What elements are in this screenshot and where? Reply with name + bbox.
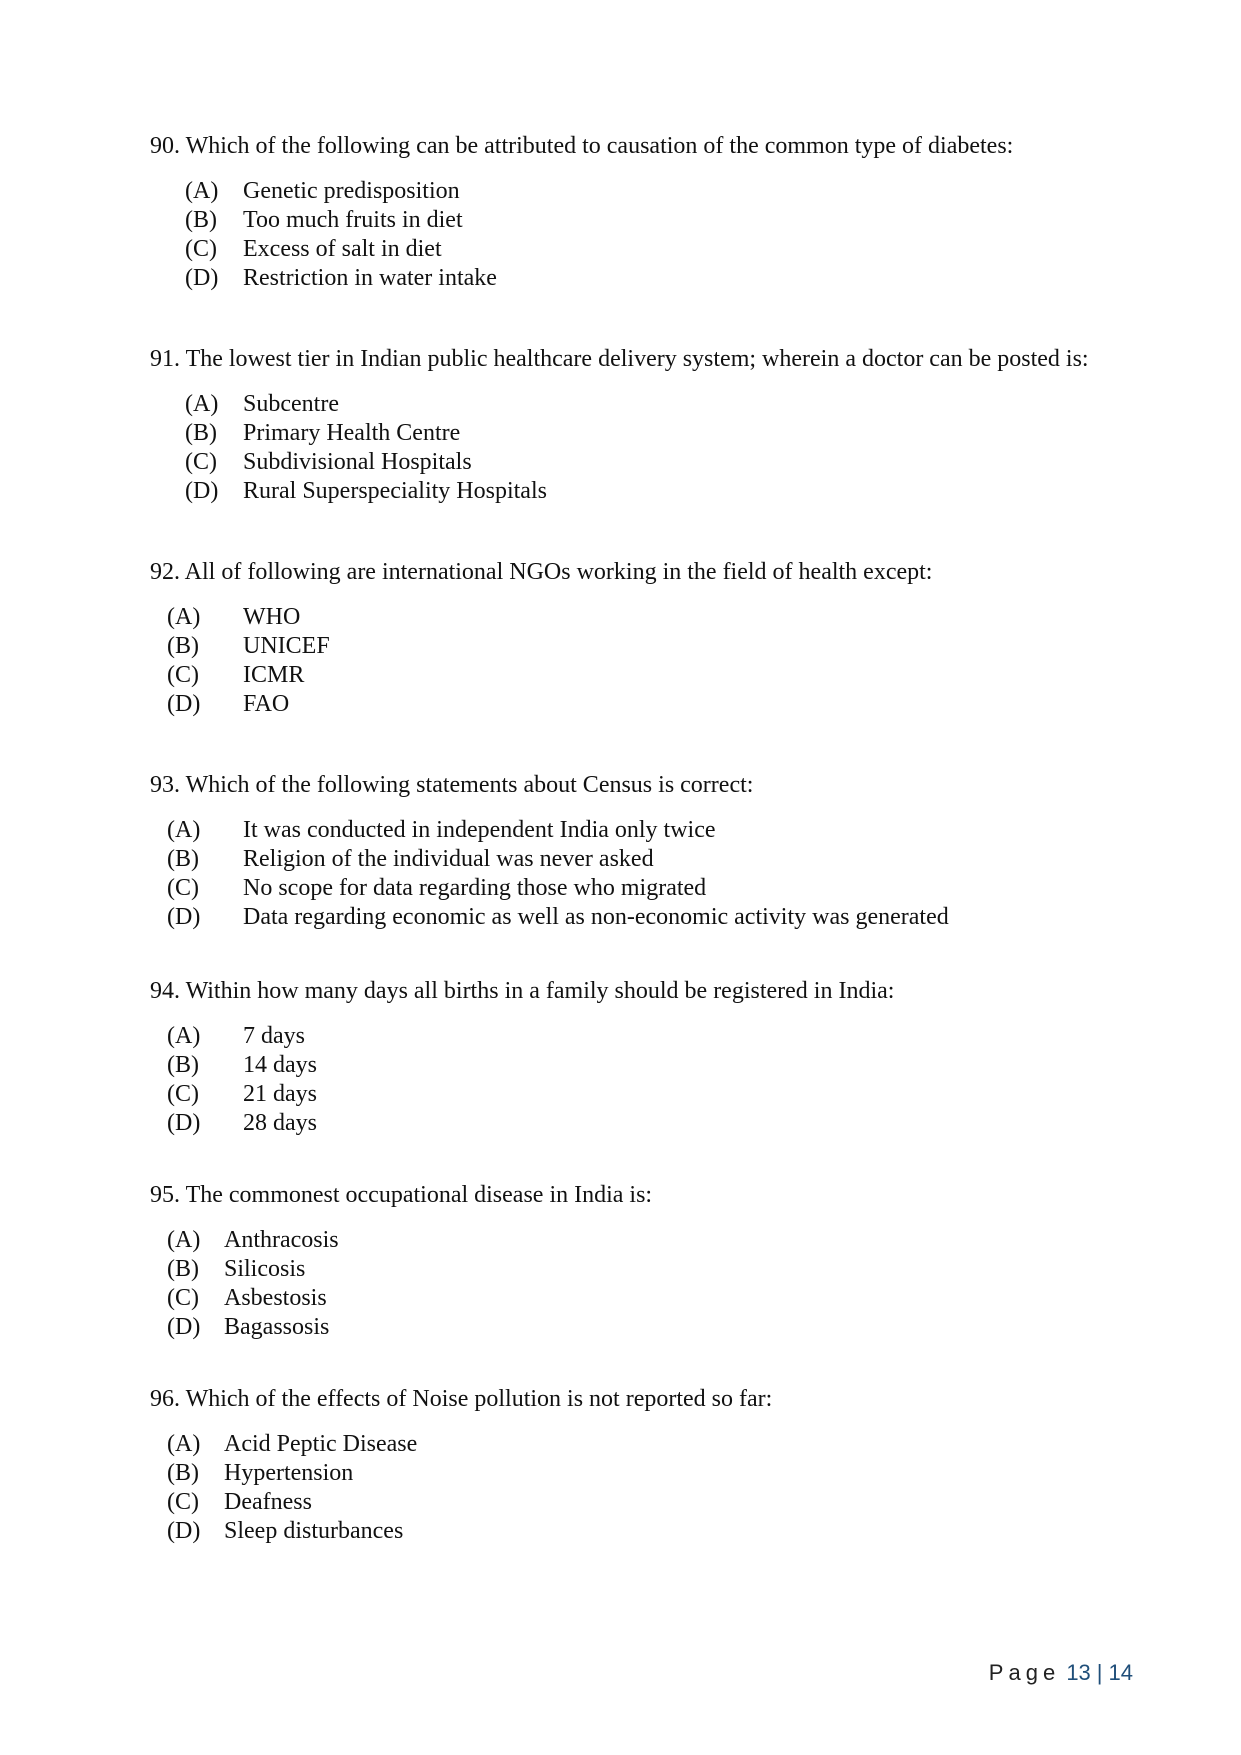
option-letter: (A) [185, 391, 219, 417]
option-text: Religion of the individual was never asked [243, 846, 654, 872]
option-letter: (B) [167, 1052, 199, 1078]
option-b [150, 845, 1150, 874]
option-c [150, 448, 1150, 477]
option-list [150, 1022, 1150, 1138]
option-b [150, 632, 1150, 661]
option-b [150, 206, 1150, 235]
question-stem: 93. Which of the following statements about Census is correct: [150, 772, 754, 798]
option-text: Hypertension [224, 1460, 354, 1486]
page-number [989, 1660, 1133, 1686]
option-letter: (B) [185, 420, 217, 446]
option-letter: (C) [167, 1285, 199, 1311]
option-letter: (A) [167, 604, 201, 630]
option-letter: (D) [185, 265, 219, 291]
option-text: Data regarding economic as well as non-economic activity was generated [243, 904, 949, 930]
option-letter: (B) [167, 1256, 199, 1282]
option-d [150, 1313, 1150, 1342]
option-a [150, 603, 1150, 632]
option-letter: (A) [185, 178, 219, 204]
option-b [150, 1051, 1150, 1080]
option-d [150, 1109, 1150, 1138]
option-c [150, 661, 1150, 690]
option-text: Primary Health Centre [243, 420, 461, 446]
option-a [150, 390, 1150, 419]
option-text: 14 days [243, 1052, 317, 1078]
option-a [150, 177, 1150, 206]
option-c [150, 1284, 1150, 1313]
option-text: It was conducted in independent India only twice [243, 817, 716, 843]
option-a [150, 1226, 1150, 1255]
option-text: Asbestosis [224, 1285, 327, 1311]
option-text: 21 days [243, 1081, 317, 1107]
option-c [150, 235, 1150, 264]
option-letter: (C) [185, 236, 217, 262]
option-letter: (A) [167, 1227, 201, 1253]
option-text: FAO [243, 691, 290, 717]
option-text: Subdivisional Hospitals [243, 449, 472, 475]
option-list [150, 177, 1150, 293]
option-list [150, 603, 1150, 719]
option-letter: (C) [167, 662, 199, 688]
option-text: Acid Peptic Disease [224, 1431, 418, 1457]
option-text: Restriction in water intake [243, 265, 497, 291]
option-letter: (B) [185, 207, 217, 233]
option-letter: (D) [167, 904, 201, 930]
question-95 [150, 1181, 1150, 1342]
option-a [150, 1022, 1150, 1051]
option-text: No scope for data regarding those who migrated [243, 875, 707, 901]
option-text: 28 days [243, 1110, 317, 1136]
question-stem: 92. All of following are international NGOs working in the field of health except: [150, 559, 933, 585]
question-91 [150, 345, 1150, 506]
option-text: WHO [243, 604, 301, 630]
option-d [150, 1517, 1150, 1546]
question-92 [150, 558, 1150, 719]
question-stem: 90. Which of the following can be attributed to causation of the common type of diabetes: [150, 133, 1014, 159]
question-stem: 96. Which of the effects of Noise pollution is not reported so far: [150, 1386, 773, 1412]
option-letter: (B) [167, 633, 199, 659]
question-stem: 95. The commonest occupational disease in India is: [150, 1182, 653, 1208]
option-a [150, 1430, 1150, 1459]
option-letter: (C) [185, 449, 217, 475]
question-90 [150, 132, 1150, 293]
option-c [150, 874, 1150, 903]
page-separator: | [1096, 1660, 1103, 1685]
option-c [150, 1488, 1150, 1517]
option-letter: (A) [167, 1431, 201, 1457]
question-stem: 94. Within how many days all births in a family should be registered in India: [150, 978, 895, 1004]
option-text: ICMR [243, 662, 305, 688]
option-letter: (C) [167, 875, 199, 901]
page-label: Page [988, 1660, 1061, 1685]
option-text: 7 days [243, 1023, 305, 1049]
option-letter: (D) [167, 1518, 201, 1544]
option-d [150, 690, 1150, 719]
option-list [150, 1226, 1150, 1342]
question-96 [150, 1385, 1150, 1546]
option-text: Silicosis [224, 1256, 306, 1282]
page-current: 13 [1066, 1660, 1091, 1685]
option-list [150, 1430, 1150, 1546]
option-text: Subcentre [243, 391, 339, 417]
option-text: Too much fruits in diet [243, 207, 463, 233]
option-letter: (C) [167, 1081, 199, 1107]
question-93 [150, 771, 1150, 932]
option-letter: (D) [185, 478, 219, 504]
option-letter: (B) [167, 846, 199, 872]
option-b [150, 1459, 1150, 1488]
option-b [150, 1255, 1150, 1284]
option-letter: (D) [167, 691, 201, 717]
question-94 [150, 977, 1150, 1138]
option-text: Sleep disturbances [224, 1518, 404, 1544]
option-d [150, 264, 1150, 293]
option-letter: (D) [167, 1110, 201, 1136]
option-list [150, 816, 1150, 932]
option-letter: (A) [167, 817, 201, 843]
option-text: Genetic predisposition [243, 178, 460, 204]
option-d [150, 903, 1150, 932]
option-letter: (A) [167, 1023, 201, 1049]
option-letter: (B) [167, 1460, 199, 1486]
option-text: Rural Superspeciality Hospitals [243, 478, 547, 504]
option-text: Excess of salt in diet [243, 236, 442, 262]
option-d [150, 477, 1150, 506]
option-c [150, 1080, 1150, 1109]
option-text: Deafness [224, 1489, 312, 1515]
page-total: 14 [1108, 1660, 1133, 1685]
option-text: Anthracosis [224, 1227, 339, 1253]
question-stem: 91. The lowest tier in Indian public healthcare delivery system; wherein a doctor can be posted is: [150, 346, 1089, 372]
option-b [150, 419, 1150, 448]
option-letter: (D) [167, 1314, 201, 1340]
option-letter: (C) [167, 1489, 199, 1515]
option-list [150, 390, 1150, 506]
option-text: UNICEF [243, 633, 330, 659]
option-a [150, 816, 1150, 845]
option-text: Bagassosis [224, 1314, 330, 1340]
